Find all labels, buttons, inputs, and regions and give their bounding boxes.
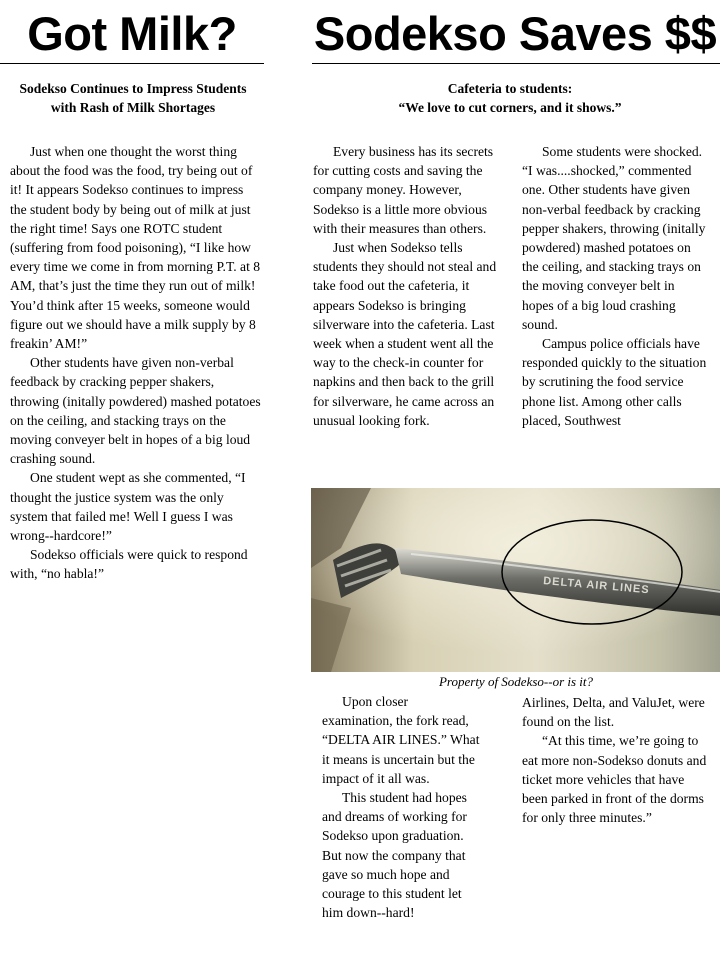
right-paragraph: Airlines, Delta, and ValuJet, were found on the list.	[522, 695, 705, 730]
right-paragraph: Every business has its secrets for cutting costs and saving the company money. However, Sodekso is a little more obvious with their measures than others.	[313, 144, 494, 236]
right-paragraph: Some students were shocked. “I was....shocked,” commented one. Other students have given non-verbal feedback by cracking pepper shakers, throwing (initally powdered) mashed potatoes on the ceiling, and stacking trays on the moving conveyer belt in hopes of a big loud crashing sound.	[522, 144, 706, 332]
left-paragraph: Other students have given non-verbal feedback by cracking pepper shakers, throwing (initally powdered) mashed potatoes on the ceiling, and stacking trays on the moving conveyer belt in hopes of a big loud crashing sound.	[10, 355, 261, 467]
left-paragraph: Sodekso officials were quick to respond with, “no habla!”	[10, 547, 248, 582]
left-paragraph: One student wept as she commented, “I thought the justice system was the only system that failed me! Well I guess I was wrong--hardcore!”	[10, 470, 246, 544]
right-paragraph: “At this time, we’re going to eat more non-Sodekso donuts and ticket more vehicles that have been parked in front of the dorms for only three minutes.”	[522, 733, 707, 826]
right-paragraph: Upon closer examination, the fork read, “DELTA AIR LINES.” What it means is uncertain but the impact of it all was.	[322, 694, 480, 786]
right-paragraph: Just when Sodekso tells students they should not steal and take food out the cafeteria, it appears Sodekso is bringing silverware into the cafeteria. Last week when a student went all the way to the check-in counter for napkins and then back to the grill for silverware, he came across an unusual looking fork.	[313, 240, 497, 428]
right-headline: Sodekso Saves $$	[313, 7, 717, 60]
right-subheadline	[320, 79, 700, 117]
left-paragraph: Just when one thought the worst thing about the food was the food, try being out of it! It appears Sodekso continues to impress the student body by being out of milk at just the right time! Says one ROTC student (suffering from food poisoning), “I like how every time we come in from morning P.T. at 8 AM, that’s just the time they run out of milk! You’d think after 15 weeks, someone would figure out we should have a milk supply by 8 freakin’ AM!”	[10, 144, 261, 352]
left-subheadline: Sodekso Continues to Impress Students with Rash of Milk Shortages	[19, 81, 247, 115]
right-story-column-3	[322, 692, 482, 922]
right-headline-rule	[312, 63, 720, 64]
fork-engraving: DELTA AIR LINES	[542, 575, 651, 597]
photo-caption: Property of Sodekso--or is it?	[438, 674, 594, 689]
left-story-column	[10, 142, 262, 584]
right-story-column-1	[313, 142, 498, 430]
left-headline-rule	[0, 63, 264, 64]
right-story-column-4	[522, 693, 708, 827]
left-headline: Got Milk?	[27, 7, 237, 60]
right-paragraph: This student had hopes and dreams of working for Sodekso upon graduation. But now the company that gave so much hope and courage to this student let him down--hard!	[322, 790, 467, 921]
right-subheadline-line1: Cafeteria to students:	[447, 81, 573, 96]
fork-photo	[311, 488, 720, 672]
right-subheadline-line2: “We love to cut corners, and it shows.”	[398, 100, 622, 115]
right-paragraph: Campus police officials have responded quickly to the situation by scrutining the food service phone list. Among other calls placed, Southwest	[522, 336, 707, 428]
right-story-column-2	[522, 142, 708, 430]
